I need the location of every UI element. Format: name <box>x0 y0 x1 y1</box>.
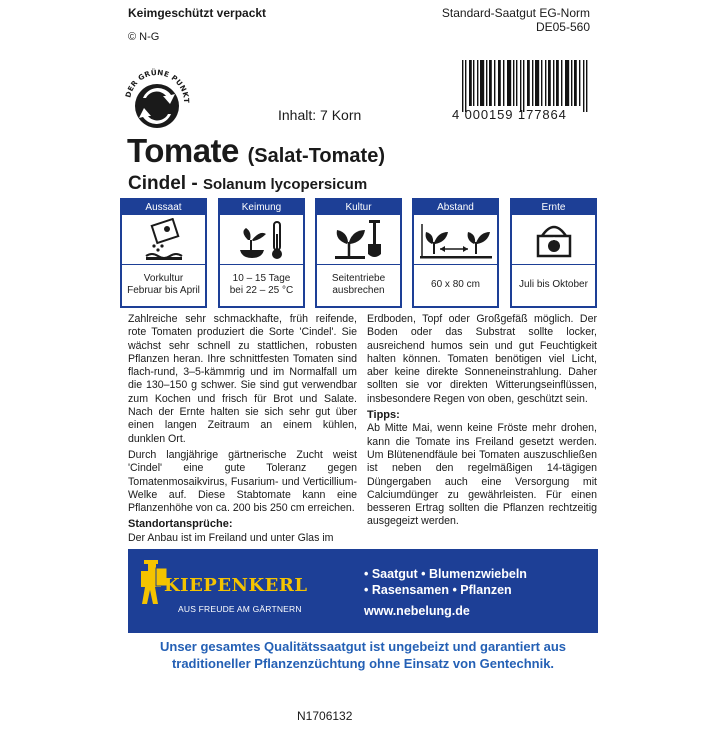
brand-list-line: • Rasensamen • Pflanzen <box>364 583 512 597</box>
seedling-spade-icon <box>333 218 385 262</box>
info-box-header: Ernte <box>512 200 595 215</box>
description-paragraph: Erdboden, Topf oder Großgefäß möglich. Der Boden oder das Substrat sollte locker, ausreichend humos sein und gut Feuchtigkeit halten können. Tomaten benötigen viel Licht, aber keine direkte Sonneneinstrahlung. Daher sollten sie vor direkten Witterungseinflüssen, insbesondere Regen von oben, geschützt sein. <box>367 313 597 405</box>
quality-notice: Unser gesamtes Qualitätssaatgut ist ungebeizt und garantiert aus traditioneller Pflanzenzüchtung ohne Einsatz von Gentechnik. <box>160 639 566 671</box>
spacing-icon <box>418 218 494 262</box>
barcode-number: 4 000159 177864 <box>452 107 567 122</box>
brand-product-list <box>364 566 527 598</box>
brand-name: KIEPENKERL <box>164 575 308 596</box>
content-amount: Inhalt: 7 Korn <box>278 107 362 123</box>
description-paragraph: Der Anbau ist im Freiland und unter Glas im <box>128 531 334 544</box>
copyright: © N-G <box>128 31 160 43</box>
info-box-line1: 60 x 80 cm <box>431 279 480 290</box>
germination-thermometer-icon <box>236 218 288 262</box>
info-box-header: Aussaat <box>122 200 205 215</box>
product-variety <box>128 172 367 197</box>
standard-info <box>412 6 590 34</box>
info-box-line1: Juli bis Oktober <box>519 279 588 290</box>
packaging-note: Keimgeschützt verpackt <box>128 6 267 20</box>
info-box-aussaat <box>120 198 207 308</box>
brand-list-line: • Saatgut • Blumenzwiebeln <box>364 567 527 581</box>
info-box-keimung <box>218 198 305 308</box>
info-box-line1: Vorkultur <box>143 273 184 284</box>
product-name: Tomate <box>127 132 239 169</box>
description-paragraph: Ab Mitte Mai, wenn keine Fröste mehr drohen, kann die Tomate ins Freiland gesetzt werden. Um Blütenendfäule bei Tomaten auszuschließen ist neben den regelmäßigen 14-tägigen Düngergaben auch eine Versorgung mit Calciumdünger zu gewährleisten. Für einen besseren Ertrag sollten die Pflanzen rechtzeitig ausgegeizt werden. <box>367 422 597 528</box>
info-box-line1: Seitentriebe <box>331 273 386 284</box>
section-heading-tips: Tipps: <box>367 409 400 422</box>
seed-packet-icon <box>140 218 188 262</box>
info-box-header: Keimung <box>220 200 303 215</box>
info-box-header: Abstand <box>414 200 497 215</box>
description-paragraph: Durch langjährige gärtnerische Zucht weist 'Cindel' eine gute Toleranz gegen Tomatenmosaikvirus, Fusarium- und Verticillium-Welke auf. Diese Stabtomate kann eine Pflanzenhöhe von ca. 200 bis 250 cm erreichen. <box>128 448 357 515</box>
standard-label: Standard-Saatgut EG-Norm <box>441 6 590 20</box>
batch-number: DE05-560 <box>535 20 590 34</box>
info-box-abstand <box>412 198 499 308</box>
info-box-kultur <box>315 198 402 308</box>
latin-name: Solanum lycopersicum <box>202 176 368 193</box>
description-paragraph: Zahlreiche sehr schmackhafte, früh reifende, rote Tomaten produziert die Sorte 'Cindel'. Sie wächst sehr schnell zu stattlichen, robusten Pflanzen heran. Ihre schnittfesten Tomaten sind flach-rund, 3–5-kämmrig und im Normalfall um die 130–150 g schwer. Sie sind gut verwendbar zum Kochen und frisch für Brot und Salate. Nach der Ernte halten sie sich sehr gut über einen langen Zeitraum an einem kühlen, dunklen Ort. <box>128 313 357 445</box>
brand-slogan: AUS FREUDE AM GÄRTNERN <box>178 604 302 614</box>
info-box-line2: ausbrechen <box>332 285 385 296</box>
product-title <box>127 132 385 175</box>
product-code: N1706132 <box>297 709 353 723</box>
info-box-ernte <box>510 198 597 308</box>
brand-url[interactable]: www.nebelung.de <box>364 604 470 618</box>
info-box-header: Kultur <box>317 200 400 215</box>
green-dot-logo <box>118 60 196 138</box>
harvest-basket-icon <box>532 218 576 262</box>
info-box-line2: bei 22 – 25 °C <box>229 285 294 296</box>
variety-name: Cindel - <box>128 173 198 194</box>
description-right-column <box>367 313 597 532</box>
info-box-line2: Februar bis April <box>127 285 200 296</box>
green-dot-text: DER GRÜNE PUNKT <box>123 67 192 104</box>
barcode <box>452 60 598 112</box>
section-heading-location: Standortansprüche: <box>128 518 233 531</box>
product-type: (Salat-Tomate) <box>247 145 385 167</box>
description-left-column <box>128 313 357 548</box>
info-box-line1: 10 – 15 Tage <box>232 273 291 284</box>
